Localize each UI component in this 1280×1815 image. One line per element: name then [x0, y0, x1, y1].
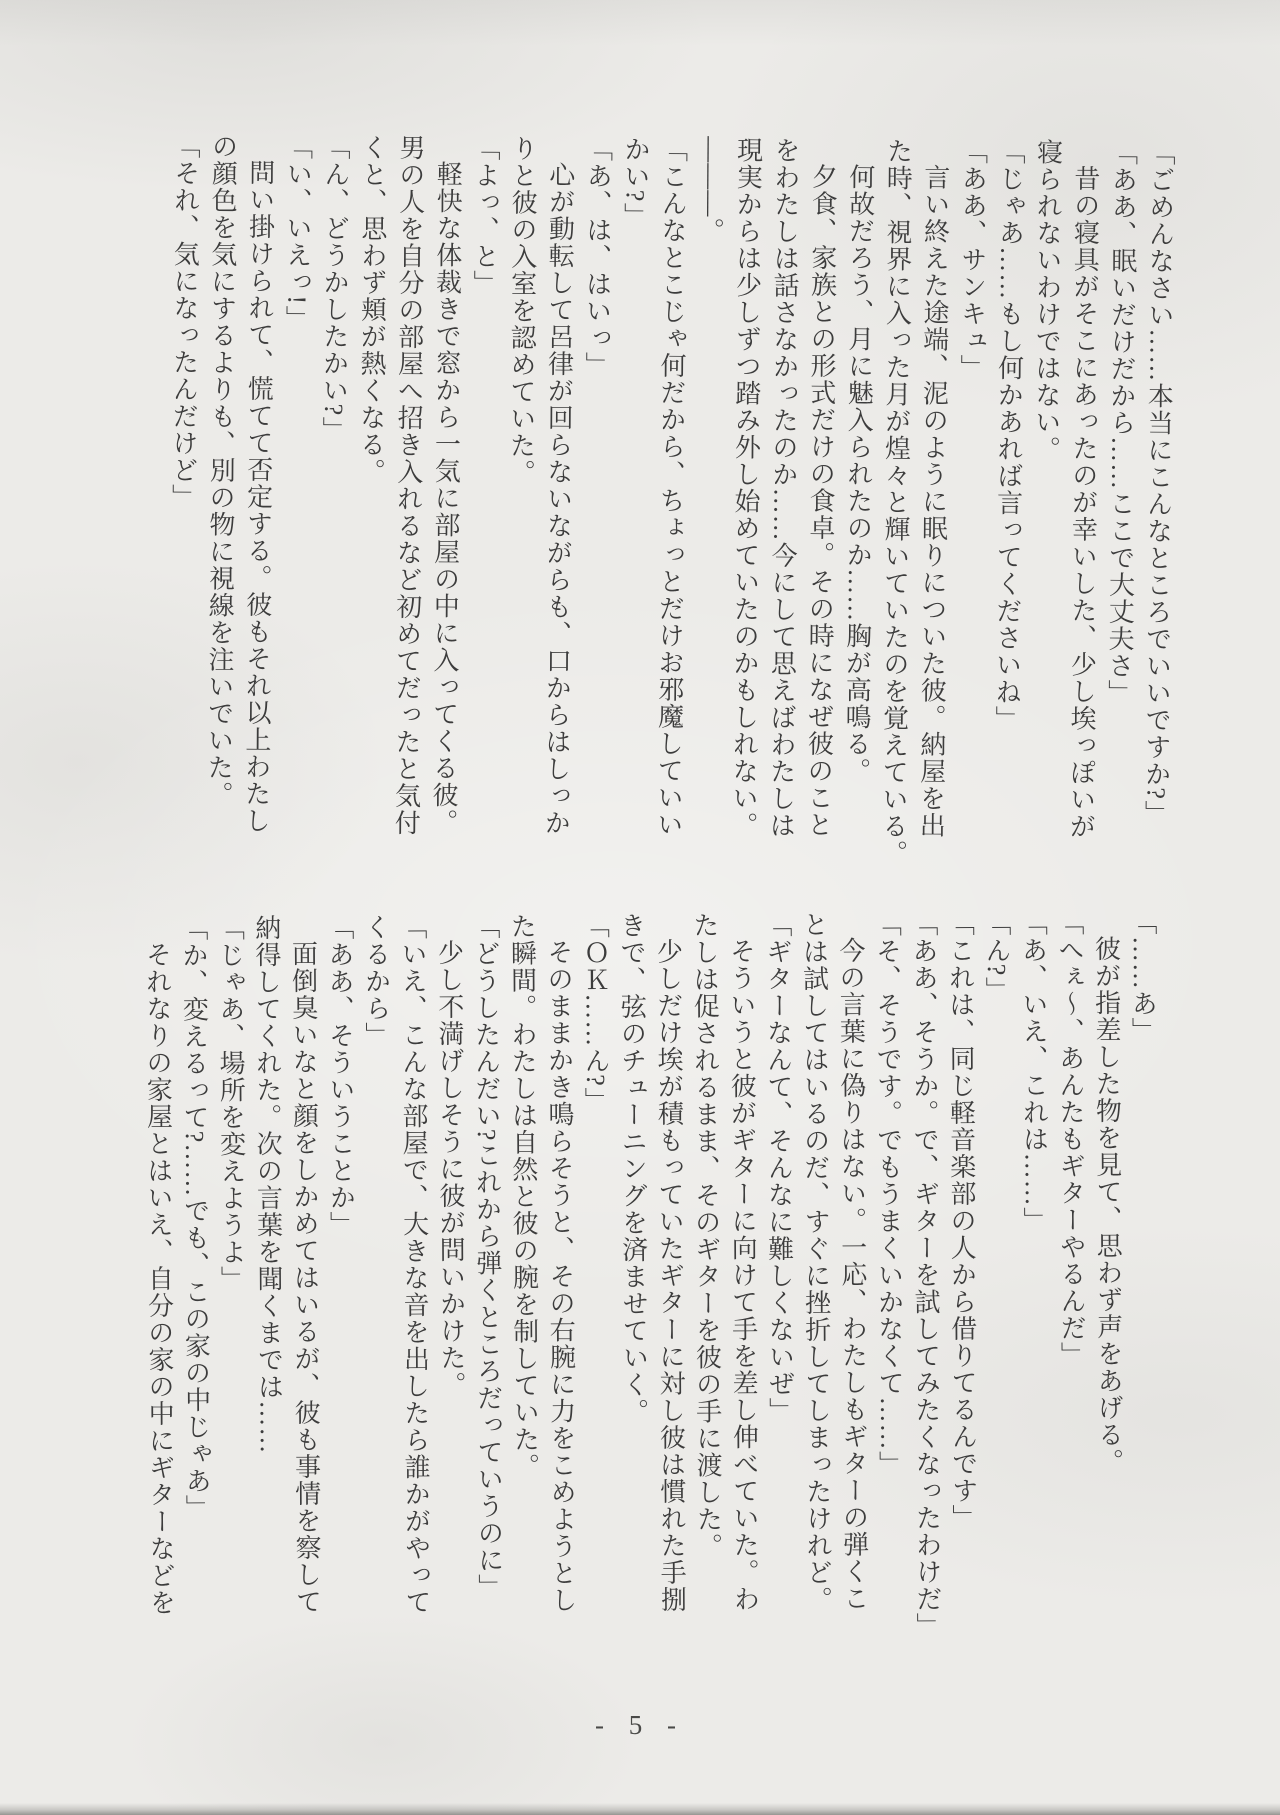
text-line-paragraph: 昔の寝具がそこにあったのが幸いした、少し埃っぽいが	[1065, 164, 1100, 840]
text-line-continuation: くと、思わず頬が熱くなる。	[355, 133, 388, 486]
page-number: - 5 -	[595, 1710, 685, 1740]
text-line-dialogue: 「それ、気になったんだけど」	[167, 132, 200, 511]
text-line-continuation: をわたしは話さなかったのか……今にして思えばわたしは	[765, 136, 800, 839]
text-line-dialogue: 「ギターなんて、そんなに難しくないぜ」	[762, 911, 795, 1425]
text-line-continuation: ―――。	[694, 136, 725, 245]
text-line-paragraph: 言い終えた途端、泥のように眠りについた彼。納屋を出	[915, 163, 950, 839]
text-line-dialogue: 「こんなとこじゃ何だから、ちょっとだけお邪魔していい	[653, 135, 688, 839]
text-line-continuation: た時、視界に入った月が煌々と輝いていたのを覚えている。	[878, 137, 913, 867]
text-line-paragraph: 夕食、家族との形式だけの食卓。その時になぜ彼のこと	[803, 162, 837, 839]
text-line-dialogue: 「じゃあ……もし何かあれば言ってくださいね」	[991, 138, 1025, 733]
text-line-dialogue: 「ああ、そうか。で、ギターを試してみたくなったわけだ」	[908, 910, 943, 1640]
text-line-dialogue: 「ああ、眠いだけだから……ここで大丈夫さ」	[1104, 139, 1138, 707]
text-line-dialogue: 「いえ、こんな部屋で、大きな音を出したら誰かがやって	[397, 913, 431, 1616]
text-line-dialogue: 「あ、は、はいっ」	[581, 135, 613, 379]
text-line-continuation: きで、弦のチューニングを済ませていく。	[616, 912, 649, 1426]
text-line-dialogue: 「どうしたんだい?これから弾くところだっていうのに」	[470, 912, 504, 1601]
text-line-dialogue: 「そ、そうです。でもうまくいかなくて……」	[872, 910, 905, 1478]
text-line-paragraph: そのままかき鳴らそうと、その右腕に力をこめようとし	[543, 938, 577, 1614]
text-line-dialogue: 「ん?」	[981, 909, 1012, 1004]
text-line-paragraph: 軽快な体裁きで窓から一気に部屋の中に入ってくる彼。	[428, 160, 462, 836]
text-line-continuation: とは試してはいるのだ、すぐに挫折してしまったけれど。	[799, 910, 833, 1614]
text-line-paragraph: 面倒臭いなと顔をしかめてはいるが、彼も事情を察して	[288, 940, 322, 1616]
text-line-dialogue: 「これは、同じ軽音楽部の人から借りてるんです」	[945, 910, 978, 1532]
text-line-dialogue: 「か、変えるって?……でも、この家の中じゃあ」	[178, 914, 212, 1522]
text-line-continuation: かい?」	[619, 135, 650, 230]
text-line-continuation: くるから」	[361, 913, 392, 1049]
text-line-dialogue: 「……あ」	[1127, 908, 1158, 1045]
text-block-top	[161, 132, 1179, 891]
text-line-dialogue: 「よっ、と」	[469, 134, 500, 297]
text-line-paragraph: 今の言葉に偽りはない。一応、わたしもギターの弾くこ	[835, 936, 869, 1612]
text-line-continuation: 納得してくれた。次の言葉を聞くまでは……	[251, 914, 284, 1455]
text-line-continuation: た瞬間。わたしは自然と彼の腕を制していた。	[507, 912, 540, 1480]
text-line-paragraph: 何故だろう、月に魅入られたのか……胸が高鳴る。	[841, 163, 875, 785]
text-block-bottom	[138, 909, 1165, 1671]
text-line-continuation: 現実からは少しずつ踏み外し始めていたのかもしれない。	[728, 136, 763, 839]
text-line-dialogue: 「い、いえっ!」	[281, 133, 313, 333]
text-line-dialogue: 「ＯＫ……ん?」	[580, 912, 611, 1114]
text-line-dialogue: 「ああ、そういうことか」	[324, 913, 356, 1238]
text-line-dialogue: 「ああ、サンキュ」	[956, 138, 988, 382]
text-line-dialogue: 「じゃあ、場所を変えようよ」	[215, 914, 247, 1293]
text-line-paragraph: 心が動転して呂律が回らないながらも、口からはしっか	[540, 161, 575, 837]
text-line-paragraph: 少し不満げしそうに彼が問いかけた。	[434, 939, 467, 1399]
text-line-dialogue: 「ん、どうかしたかい?」	[318, 133, 350, 444]
text-line-paragraph: それなりの家屋とはいえ、自分の家の中にギターなどを	[142, 940, 176, 1617]
text-line-paragraph: そういうと彼がギターに向けて手を差し伸べていた。わ	[726, 937, 760, 1613]
text-line-continuation: たしは促されるまま、そのギターを彼の手に渡した。	[689, 911, 723, 1560]
text-line-continuation: の顔色を気にするよりも、別の物に視線を注いでいた。	[203, 132, 238, 808]
text-line-paragraph: 少しだけ埃が積もっていたギターに対し彼は慣れた手捌	[653, 937, 687, 1613]
text-line-dialogue: 「へぇ〜、あんたもギターやるんだ」	[1054, 909, 1087, 1369]
text-line-dialogue: 「あ、いえ、これは……」	[1018, 909, 1050, 1234]
text-line-dialogue: 「ごめんなさい……本当にこんなところでいいですか?」	[1140, 139, 1175, 828]
text-line-paragraph: 彼が指差した物を見て、思わず声をあげる。	[1091, 935, 1124, 1476]
text-line-continuation: 男の人を自分の部屋へ招き入れるなど初めてだったと気付	[390, 134, 425, 837]
text-line-continuation: りと彼の入室を認めていた。	[505, 134, 538, 487]
text-line-paragraph: 問い掛けられて、慌てて否定する。彼もそれ以上わたし	[240, 159, 275, 835]
text-line-continuation: 寝られないわけではない。	[1030, 138, 1063, 463]
scan-edge-shadow	[0, 1803, 1280, 1815]
